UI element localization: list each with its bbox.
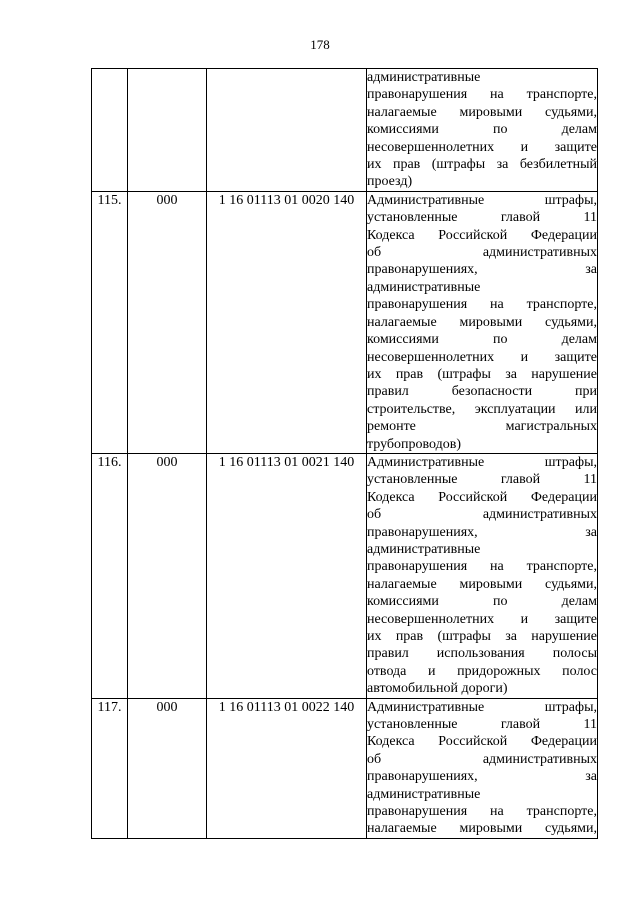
administrator-code: 000 bbox=[128, 453, 207, 698]
income-name-line: комиссиями по делам bbox=[367, 122, 597, 138]
budget-classification-code bbox=[207, 69, 367, 192]
income-name-line: административные bbox=[367, 70, 481, 85]
income-name-line: налагаемые мировыми судьями, bbox=[367, 104, 597, 120]
table-row bbox=[92, 191, 598, 453]
income-name-line: административные bbox=[367, 786, 481, 802]
income-name-line: Административные штрафы, bbox=[367, 454, 597, 470]
income-name-line: правонарушения на транспорте, bbox=[367, 297, 597, 313]
income-name-line: их прав (штрафы за нарушение bbox=[367, 366, 597, 382]
table-row bbox=[92, 69, 598, 192]
income-name-line: налагаемые мировыми судьями, bbox=[367, 314, 597, 330]
row-number bbox=[92, 69, 128, 192]
income-name-line: Административные штрафы, bbox=[367, 699, 597, 715]
table-row bbox=[92, 453, 598, 698]
income-name-line: комиссиями по делам bbox=[367, 594, 597, 610]
income-name bbox=[367, 191, 598, 453]
income-name-line: установленные главой 11 bbox=[367, 472, 597, 488]
income-name-line: комиссиями по делам bbox=[367, 332, 597, 348]
income-name-line: налагаемые мировыми судьями, bbox=[367, 576, 597, 592]
income-name-line: правил безопасности при bbox=[367, 384, 597, 400]
budget-classification-code: 1 16 01113 01 0021 140 bbox=[207, 453, 367, 698]
income-name-line: административные bbox=[367, 279, 481, 295]
income-name-line: строительстве, эксплуатации или bbox=[367, 401, 597, 417]
income-name-line: Административные штрафы, bbox=[367, 192, 597, 208]
income-name-line: правонарушениях, за bbox=[367, 262, 597, 278]
income-name-line: Кодекса Российской Федерации bbox=[367, 489, 597, 505]
income-name bbox=[367, 698, 598, 838]
income-name-line: Кодекса Российской Федерации bbox=[367, 227, 597, 243]
income-name-line: правонарушения на транспорте, bbox=[367, 87, 597, 103]
administrator-code bbox=[128, 69, 207, 192]
row-number: 115. bbox=[92, 191, 128, 453]
income-name-line: установленные главой 11 bbox=[367, 210, 597, 226]
income-name-line: установленные главой 11 bbox=[367, 717, 597, 733]
administrator-code: 000 bbox=[128, 698, 207, 838]
income-name-line: Кодекса Российской Федерации bbox=[367, 734, 597, 750]
income-name-line: об административных bbox=[367, 245, 597, 261]
income-name-line: правонарушения на транспорте, bbox=[367, 559, 597, 575]
income-name-line: автомобильной дороги) bbox=[367, 681, 508, 697]
administrator-code: 000 bbox=[128, 191, 207, 453]
income-name bbox=[367, 453, 598, 698]
page-number: 178 bbox=[310, 37, 330, 52]
income-name bbox=[367, 69, 598, 192]
income-name-line: налагаемые мировыми судьями, bbox=[367, 821, 597, 837]
income-name-line: ремонте магистральных bbox=[367, 419, 597, 435]
income-name-line: об административных bbox=[367, 751, 597, 767]
income-name-line: отвода и придорожных полос bbox=[367, 663, 597, 679]
income-name-line: несовершеннолетних и защите bbox=[367, 349, 597, 365]
income-name-line: несовершеннолетних и защите bbox=[367, 611, 597, 627]
income-name-line: правонарушениях, за bbox=[367, 769, 597, 785]
table-body bbox=[92, 69, 598, 839]
budget-classification-code: 1 16 01113 01 0020 140 bbox=[207, 191, 367, 453]
table-row bbox=[92, 698, 598, 838]
budget-classification-table bbox=[91, 68, 598, 839]
row-number: 116. bbox=[92, 453, 128, 698]
row-number: 117. bbox=[92, 698, 128, 838]
income-name-line: проезд) bbox=[367, 174, 413, 190]
income-name-line: правонарушения на транспорте, bbox=[367, 804, 597, 820]
income-name-line: их прав (штрафы за безбилетный bbox=[367, 157, 597, 173]
income-name-line: административные bbox=[367, 541, 481, 557]
income-name-line: их прав (штрафы за нарушение bbox=[367, 629, 597, 644]
income-name-line: правонарушениях, за bbox=[367, 524, 597, 540]
income-name-line: трубопроводов) bbox=[367, 436, 462, 452]
income-name-line: правил использования полосы bbox=[367, 646, 597, 662]
income-name-line: несовершеннолетних и защите bbox=[367, 139, 597, 155]
income-name-line: об административных bbox=[367, 507, 597, 523]
budget-classification-code: 1 16 01113 01 0022 140 bbox=[207, 698, 367, 838]
